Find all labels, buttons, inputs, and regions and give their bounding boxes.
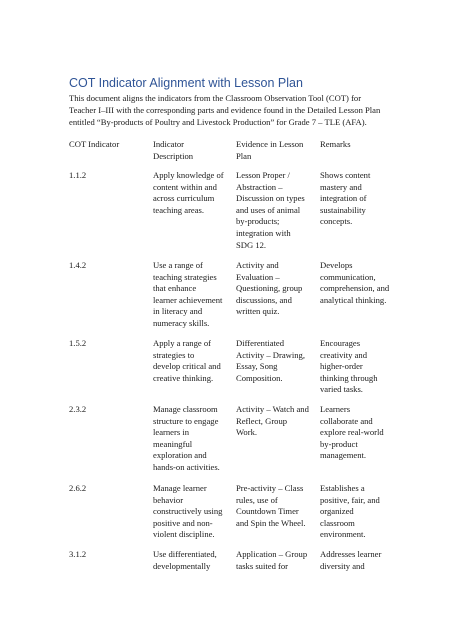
cell-line: Use differentiated,	[153, 549, 217, 559]
cell-line: Encourages	[320, 338, 361, 348]
cell-line: Discussion on types	[236, 193, 305, 204]
header-cot-indicator	[69, 138, 119, 150]
cell-line: Evaluation –	[236, 271, 280, 282]
cot-indicator-cell	[69, 338, 86, 350]
cell-line: written quiz.	[236, 306, 280, 317]
cell-line: structure to engage	[153, 415, 219, 426]
cell-line: strategies to	[153, 349, 195, 360]
cell-line: communication,	[320, 271, 376, 282]
cot-indicator-cell	[69, 170, 86, 182]
evidence-cell	[236, 549, 307, 572]
intro-line: entitled “By-products of Poultry and Livestock Production” for Grade 7 – TLE (AFA).	[69, 117, 367, 127]
cell-line: constructively using	[153, 506, 223, 517]
indicator-description-cell	[153, 338, 221, 384]
cell-line: hands-on activities.	[153, 461, 220, 472]
cell-line: Pre-activity – Class	[236, 483, 304, 493]
remarks-cell	[320, 260, 389, 306]
cell-line: higher-order	[320, 361, 363, 372]
cell-line: exploration and	[153, 450, 207, 461]
evidence-cell	[236, 483, 306, 529]
cell-line: 2.6.2	[69, 483, 87, 493]
cell-line: content within and	[153, 181, 217, 192]
cell-line: meaningful	[153, 438, 193, 449]
cell-line: discussions, and	[236, 294, 292, 305]
cell-line: Use a range of	[153, 260, 203, 270]
cot-indicator-cell	[69, 549, 86, 561]
cell-line: Countdown Timer	[236, 506, 299, 517]
header-text: Plan	[236, 151, 252, 161]
intro-line: This document aligns the indicators from the Classroom Observation Tool (COT) for	[69, 93, 362, 103]
cell-line: violent discipline.	[153, 529, 215, 540]
cell-line: integration of	[320, 193, 367, 204]
cell-line: comprehension, and	[320, 283, 390, 294]
cell-line: explore real-world	[320, 427, 384, 438]
document-title: COT Indicator Alignment with Lesson Plan	[69, 76, 303, 90]
cell-line: analytical thinking.	[320, 294, 387, 305]
cell-line: Reflect, Group	[236, 415, 288, 426]
cell-line: 2.3.2	[69, 404, 87, 414]
cell-line: Manage learner	[153, 483, 207, 493]
remarks-cell	[320, 483, 380, 541]
indicator-description-cell	[153, 404, 220, 474]
cell-line: creativity and	[320, 349, 368, 360]
cell-line: Manage classroom	[153, 404, 218, 414]
header-text: Remarks	[320, 139, 351, 149]
cell-line: and Spin the Wheel.	[236, 517, 306, 528]
cell-line: concepts.	[320, 216, 353, 227]
cell-line: learners in	[153, 427, 190, 438]
header-evidence	[236, 138, 303, 162]
cell-line: teaching strategies	[153, 271, 217, 282]
cell-line: Shows content	[320, 170, 371, 180]
cell-line: creative thinking.	[153, 372, 214, 383]
header-text: COT Indicator	[69, 139, 120, 149]
cell-line: Activity – Drawing,	[236, 349, 305, 360]
cell-line: positive and non-	[153, 517, 213, 528]
cell-line: Work.	[236, 427, 258, 438]
cell-line: by-products;	[236, 216, 280, 227]
evidence-cell	[236, 170, 305, 251]
cell-line: 1.1.2	[69, 170, 87, 180]
cell-line: Abstraction –	[236, 181, 283, 192]
cell-line: integration with	[236, 227, 291, 238]
cell-line: classroom	[320, 517, 355, 528]
cell-line: Lesson Proper /	[236, 170, 290, 180]
remarks-cell	[320, 170, 370, 228]
cell-line: Apply knowledge of	[153, 170, 224, 180]
cell-line: by-product	[320, 438, 358, 449]
cell-line: management.	[320, 450, 367, 461]
header-text: Indicator	[153, 139, 185, 149]
cell-line: diversity and	[320, 560, 365, 571]
cell-line: Questioning, group	[236, 283, 303, 294]
cell-line: across curriculum	[153, 193, 215, 204]
cell-line: thinking through	[320, 372, 378, 383]
cell-line: and uses of animal	[236, 204, 301, 215]
cell-line: environment.	[320, 529, 366, 540]
cell-line: that enhance	[153, 283, 197, 294]
cell-line: 3.1.2	[69, 549, 87, 559]
cell-line: Differentiated	[236, 338, 285, 348]
indicator-description-cell	[153, 483, 222, 541]
header-indicator-description	[153, 138, 193, 162]
indicator-description-cell	[153, 549, 217, 572]
cell-line: SDG 12.	[236, 239, 267, 250]
cell-line: rules, use of	[236, 494, 278, 505]
header-text: Evidence in Lesson	[236, 139, 304, 149]
cell-line: teaching areas.	[153, 204, 205, 215]
cell-line: Activity – Watch and	[236, 404, 309, 414]
intro-line: Teacher I–III with the corresponding parts and evidence found in the Detailed Lesson Plan	[69, 105, 381, 115]
cell-line: organized	[320, 506, 354, 517]
remarks-cell	[320, 549, 381, 572]
cell-line: Addresses learner	[320, 549, 382, 559]
remarks-cell	[320, 404, 384, 462]
cot-indicator-cell	[69, 483, 86, 495]
cell-line: positive, fair, and	[320, 494, 380, 505]
cell-line: collaborate and	[320, 415, 373, 426]
cell-line: Learners	[320, 404, 351, 414]
indicator-description-cell	[153, 260, 222, 330]
cell-line: varied tasks.	[320, 384, 363, 395]
header-text: Description	[153, 151, 194, 161]
evidence-cell	[236, 260, 302, 318]
cell-line: Composition.	[236, 372, 283, 383]
cot-indicator-cell	[69, 404, 86, 416]
remarks-cell	[320, 338, 378, 396]
cell-line: learner achievement	[153, 294, 223, 305]
cell-line: in literacy and	[153, 306, 203, 317]
cell-line: Apply a range of	[153, 338, 211, 348]
cell-line: Application – Group	[236, 549, 308, 559]
cell-line: 1.4.2	[69, 260, 87, 270]
evidence-cell	[236, 338, 305, 384]
cell-line: behavior	[153, 494, 184, 505]
cell-line: developmentally	[153, 560, 211, 571]
cell-line: sustainability	[320, 204, 366, 215]
cell-line: numeracy skills.	[153, 317, 210, 328]
cell-line: Activity and	[236, 260, 279, 270]
cell-line: tasks suited for	[236, 560, 289, 571]
evidence-cell	[236, 404, 309, 439]
cell-line: develop critical and	[153, 361, 221, 372]
indicator-description-cell	[153, 170, 224, 216]
intro-paragraph	[69, 92, 419, 128]
cot-indicator-cell	[69, 260, 86, 272]
header-remarks	[320, 138, 351, 150]
cell-line: Develops	[320, 260, 353, 270]
cell-line: Establishes a	[320, 483, 365, 493]
cell-line: 1.5.2	[69, 338, 87, 348]
cell-line: mastery and	[320, 181, 362, 192]
cell-line: Essay, Song	[236, 361, 278, 372]
